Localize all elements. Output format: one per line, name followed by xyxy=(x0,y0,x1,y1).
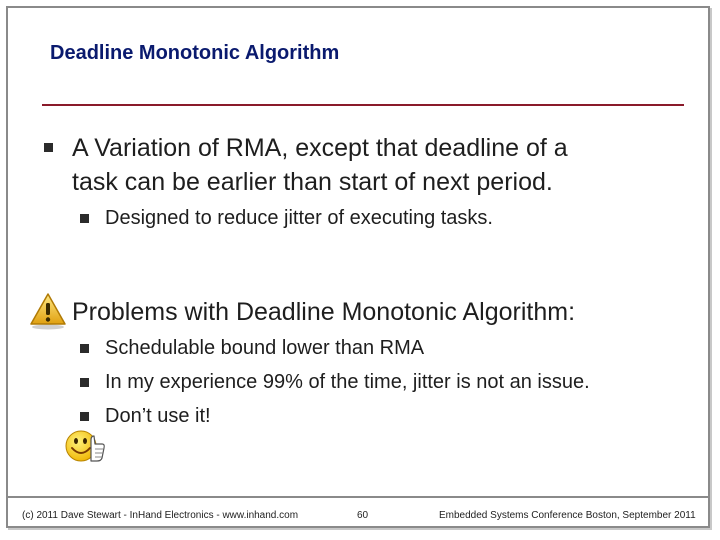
title-divider xyxy=(42,104,684,106)
bullet-1-line-1: A Variation of RMA, except that deadline of a xyxy=(72,134,568,162)
page-number: 60 xyxy=(357,510,369,521)
slide-title: Deadline Monotonic Algorithm xyxy=(50,42,340,64)
sub-bullet-marker xyxy=(80,214,89,223)
bullet-2-text: Problems with Deadline Monotonic Algorithm: xyxy=(72,298,576,326)
bullet-2-sub-2: In my experience 99% of the time, jitter is not an issue. xyxy=(105,371,590,393)
slide-frame xyxy=(6,6,710,528)
bullet-marker xyxy=(44,143,53,152)
sub-bullet-marker xyxy=(80,344,89,353)
bullet-1-sub-1: Designed to reduce jitter of executing tasks. xyxy=(105,207,493,229)
sub-bullet-marker xyxy=(80,412,89,421)
bullet-2-sub-3: Don’t use it! xyxy=(105,405,211,427)
footer-copyright: (c) 2011 Dave Stewart - InHand Electronics - www.inhand.com xyxy=(22,510,299,521)
warning-icon xyxy=(28,290,68,330)
sub-bullet-marker xyxy=(80,378,89,387)
bullet-2-sub-1: Schedulable bound lower than RMA xyxy=(105,337,425,359)
footer-conference: Embedded Systems Conference Boston, September 2011 xyxy=(439,510,696,521)
thumbs-up-smiley-icon xyxy=(64,426,108,466)
footer-divider xyxy=(8,496,708,498)
bullet-1-line-2: task can be earlier than start of next period. xyxy=(72,168,553,196)
